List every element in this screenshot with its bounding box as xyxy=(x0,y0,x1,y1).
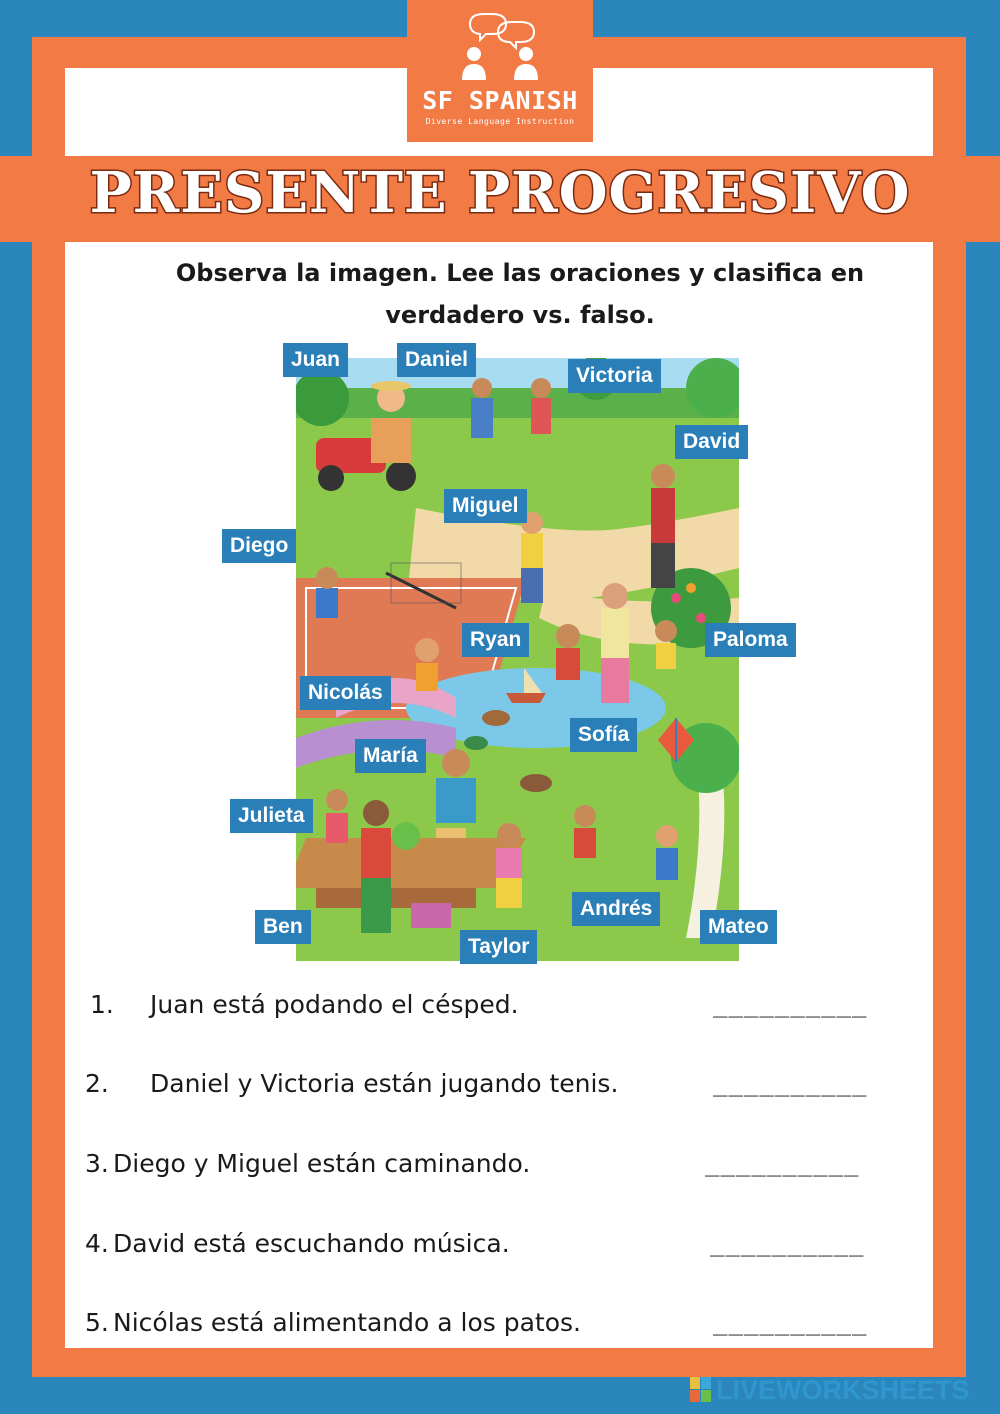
name-tag-andres: Andrés xyxy=(572,892,660,926)
name-tag-mateo: Mateo xyxy=(700,910,777,944)
question-4 xyxy=(85,1229,915,1269)
question-number: 2. xyxy=(85,1069,109,1098)
name-tag-paloma: Paloma xyxy=(705,623,796,657)
name-tag-taylor: Taylor xyxy=(460,930,537,964)
logo-tagline: Diverse Language Instruction xyxy=(425,117,575,126)
instructions: Observa la imagen. Lee las oraciones y clasifica en verdadero vs. falso. xyxy=(175,259,865,329)
question-number: 3. xyxy=(85,1149,109,1178)
name-tag-miguel: Miguel xyxy=(444,489,527,523)
answer-blank[interactable]: __________ xyxy=(713,1308,868,1336)
name-tag-david: David xyxy=(675,425,748,459)
park-scene-illustration xyxy=(296,358,739,961)
logo-icon xyxy=(462,10,540,84)
question-text: David está escuchando música. xyxy=(113,1229,510,1258)
question-text: Daniel y Victoria están jugando tenis. xyxy=(150,1069,619,1098)
question-number: 5. xyxy=(85,1308,109,1337)
name-tag-ben: Ben xyxy=(255,910,311,944)
name-tag-diego: Diego xyxy=(222,529,296,563)
name-tag-julieta: Julieta xyxy=(230,799,313,833)
answer-blank[interactable]: __________ xyxy=(713,990,868,1018)
logo-name: SF SPANISH xyxy=(422,86,578,115)
question-number: 4. xyxy=(85,1229,109,1258)
question-text: Juan está podando el césped. xyxy=(150,990,519,1019)
question-text: Nicólas está alimentando a los patos. xyxy=(113,1308,582,1337)
name-tag-juan: Juan xyxy=(283,343,348,377)
name-tag-ryan: Ryan xyxy=(462,623,529,657)
answer-blank[interactable]: __________ xyxy=(705,1149,860,1177)
liveworksheets-logo-icon xyxy=(690,1377,712,1403)
answer-blank[interactable]: __________ xyxy=(713,1069,868,1097)
name-tag-victoria: Victoria xyxy=(568,359,661,393)
question-3 xyxy=(85,1149,915,1189)
page-title: PRESENTE PROGRESIVO xyxy=(89,160,911,226)
name-tag-sofia: Sofía xyxy=(570,718,637,752)
liveworksheets-text: LIVEWORKSHEETS xyxy=(716,1375,970,1405)
question-2 xyxy=(85,1069,915,1109)
name-tag-nicolas: Nicolás xyxy=(300,676,391,710)
logo xyxy=(407,0,593,142)
name-tag-daniel: Daniel xyxy=(397,343,476,377)
question-number: 1. xyxy=(90,990,114,1019)
question-5 xyxy=(85,1308,915,1348)
question-text: Diego y Miguel están caminando. xyxy=(113,1149,531,1178)
question-1 xyxy=(85,990,915,1030)
answer-blank[interactable]: __________ xyxy=(710,1229,865,1257)
name-tag-maria: María xyxy=(355,739,426,773)
